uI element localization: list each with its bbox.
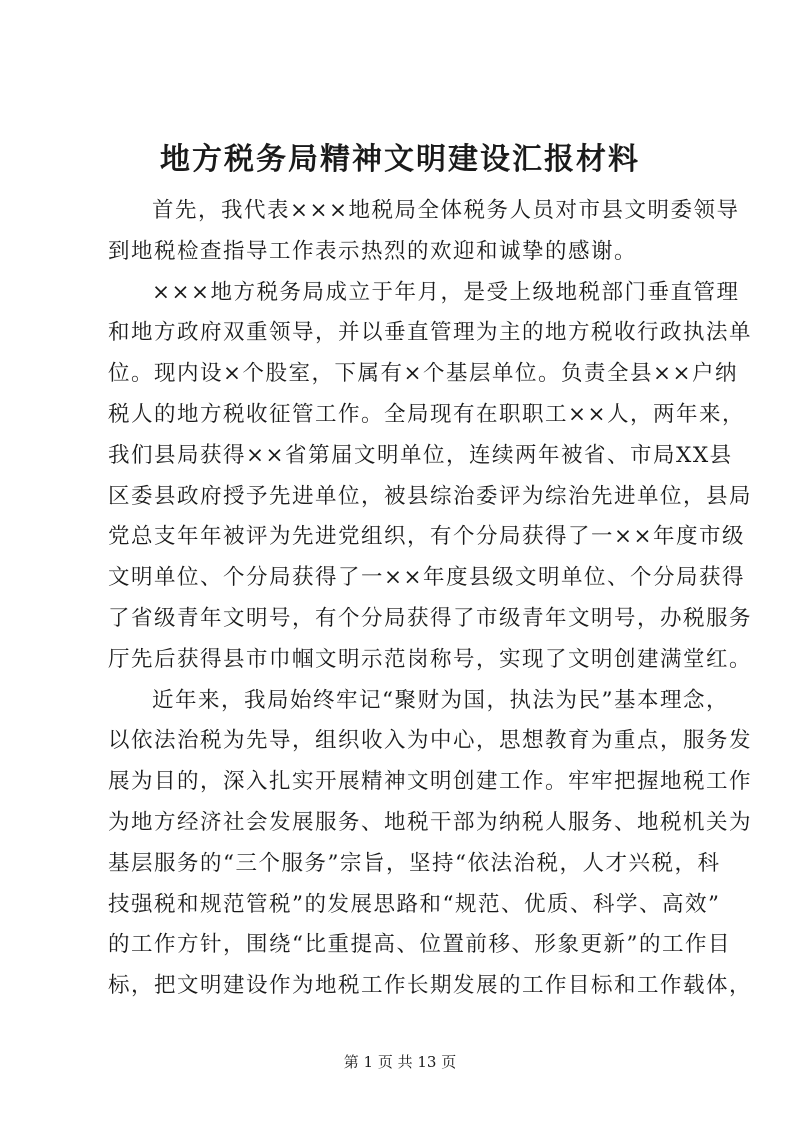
paragraph bbox=[108, 191, 740, 273]
document-title: 地方税务局精神文明建设汇报材料 bbox=[160, 142, 640, 177]
text-line: 和地方政府双重领导，并以垂直管理为主的地方税收行政执法单 bbox=[108, 320, 753, 346]
text-line: 技强税和规范管税”的发展思路和“规范、优质、科学、高效” bbox=[108, 891, 721, 917]
text-line: 文明单位、个分局获得了一××年度县级文明单位、个分局获得 bbox=[108, 565, 746, 591]
text-line: 首先，我代表×××地税局全体税务人员对市县文明委领导 bbox=[152, 198, 740, 223]
text-line: 了省级青年文明号，有个分局获得了市级青年文明号，办税服务 bbox=[108, 605, 753, 631]
text-line: 展为目的，深入扎实开展精神文明创建工作。牢牢把握地税工作 bbox=[108, 769, 753, 795]
text-line: 近年来，我局始终牢记“聚财为国，执法为民”基本理念， bbox=[152, 687, 729, 713]
text-line: 税人的地方税收征管工作。全局现有在职职工××人，两年来， bbox=[108, 401, 746, 427]
text-line: 基层服务的“三个服务”宗旨，坚持“依法治税，人才兴税，科 bbox=[108, 850, 721, 876]
text-line: ×××地方税务局成立于年月，是受上级地税部门垂直管理 bbox=[152, 279, 740, 305]
text-line: 以依法治税为先导，组织收入为中心，思想教育为重点，服务发 bbox=[108, 728, 753, 754]
text-line: 的工作方针，围绕“比重提高、位置前移、形象更新”的工作目 bbox=[108, 932, 731, 958]
paragraph bbox=[108, 681, 753, 1007]
document-body bbox=[108, 191, 753, 1007]
paragraph bbox=[108, 273, 753, 681]
page-number-footer: 第 1 页 共 13 页 bbox=[343, 1053, 457, 1071]
text-line: 区委县政府授予先进单位，被县综治委评为综治先进单位，县局 bbox=[108, 483, 753, 509]
text-line: 位。现内设×个股室，下属有×个基层单位。负责全县××户纳 bbox=[108, 361, 739, 387]
text-line: 标，把文明建设作为地税工作长期发展的工作目标和工作载体， bbox=[108, 973, 753, 999]
text-line: 厅先后获得县市巾帼文明示范岗称号，实现了文明创建满堂红。 bbox=[108, 646, 753, 672]
text-line: 到地税检查指导工作表示热烈的欢迎和诚挚的感谢。 bbox=[108, 238, 638, 264]
text-line: 为地方经济社会发展服务、地税干部为纳税人服务、地税机关为 bbox=[108, 809, 753, 835]
text-line: 我们县局获得××省第届文明单位，连续两年被省、市局XX县 bbox=[108, 442, 733, 468]
text-line: 党总支年年被评为先进党组织，有个分局获得了一××年度市级 bbox=[108, 524, 746, 550]
